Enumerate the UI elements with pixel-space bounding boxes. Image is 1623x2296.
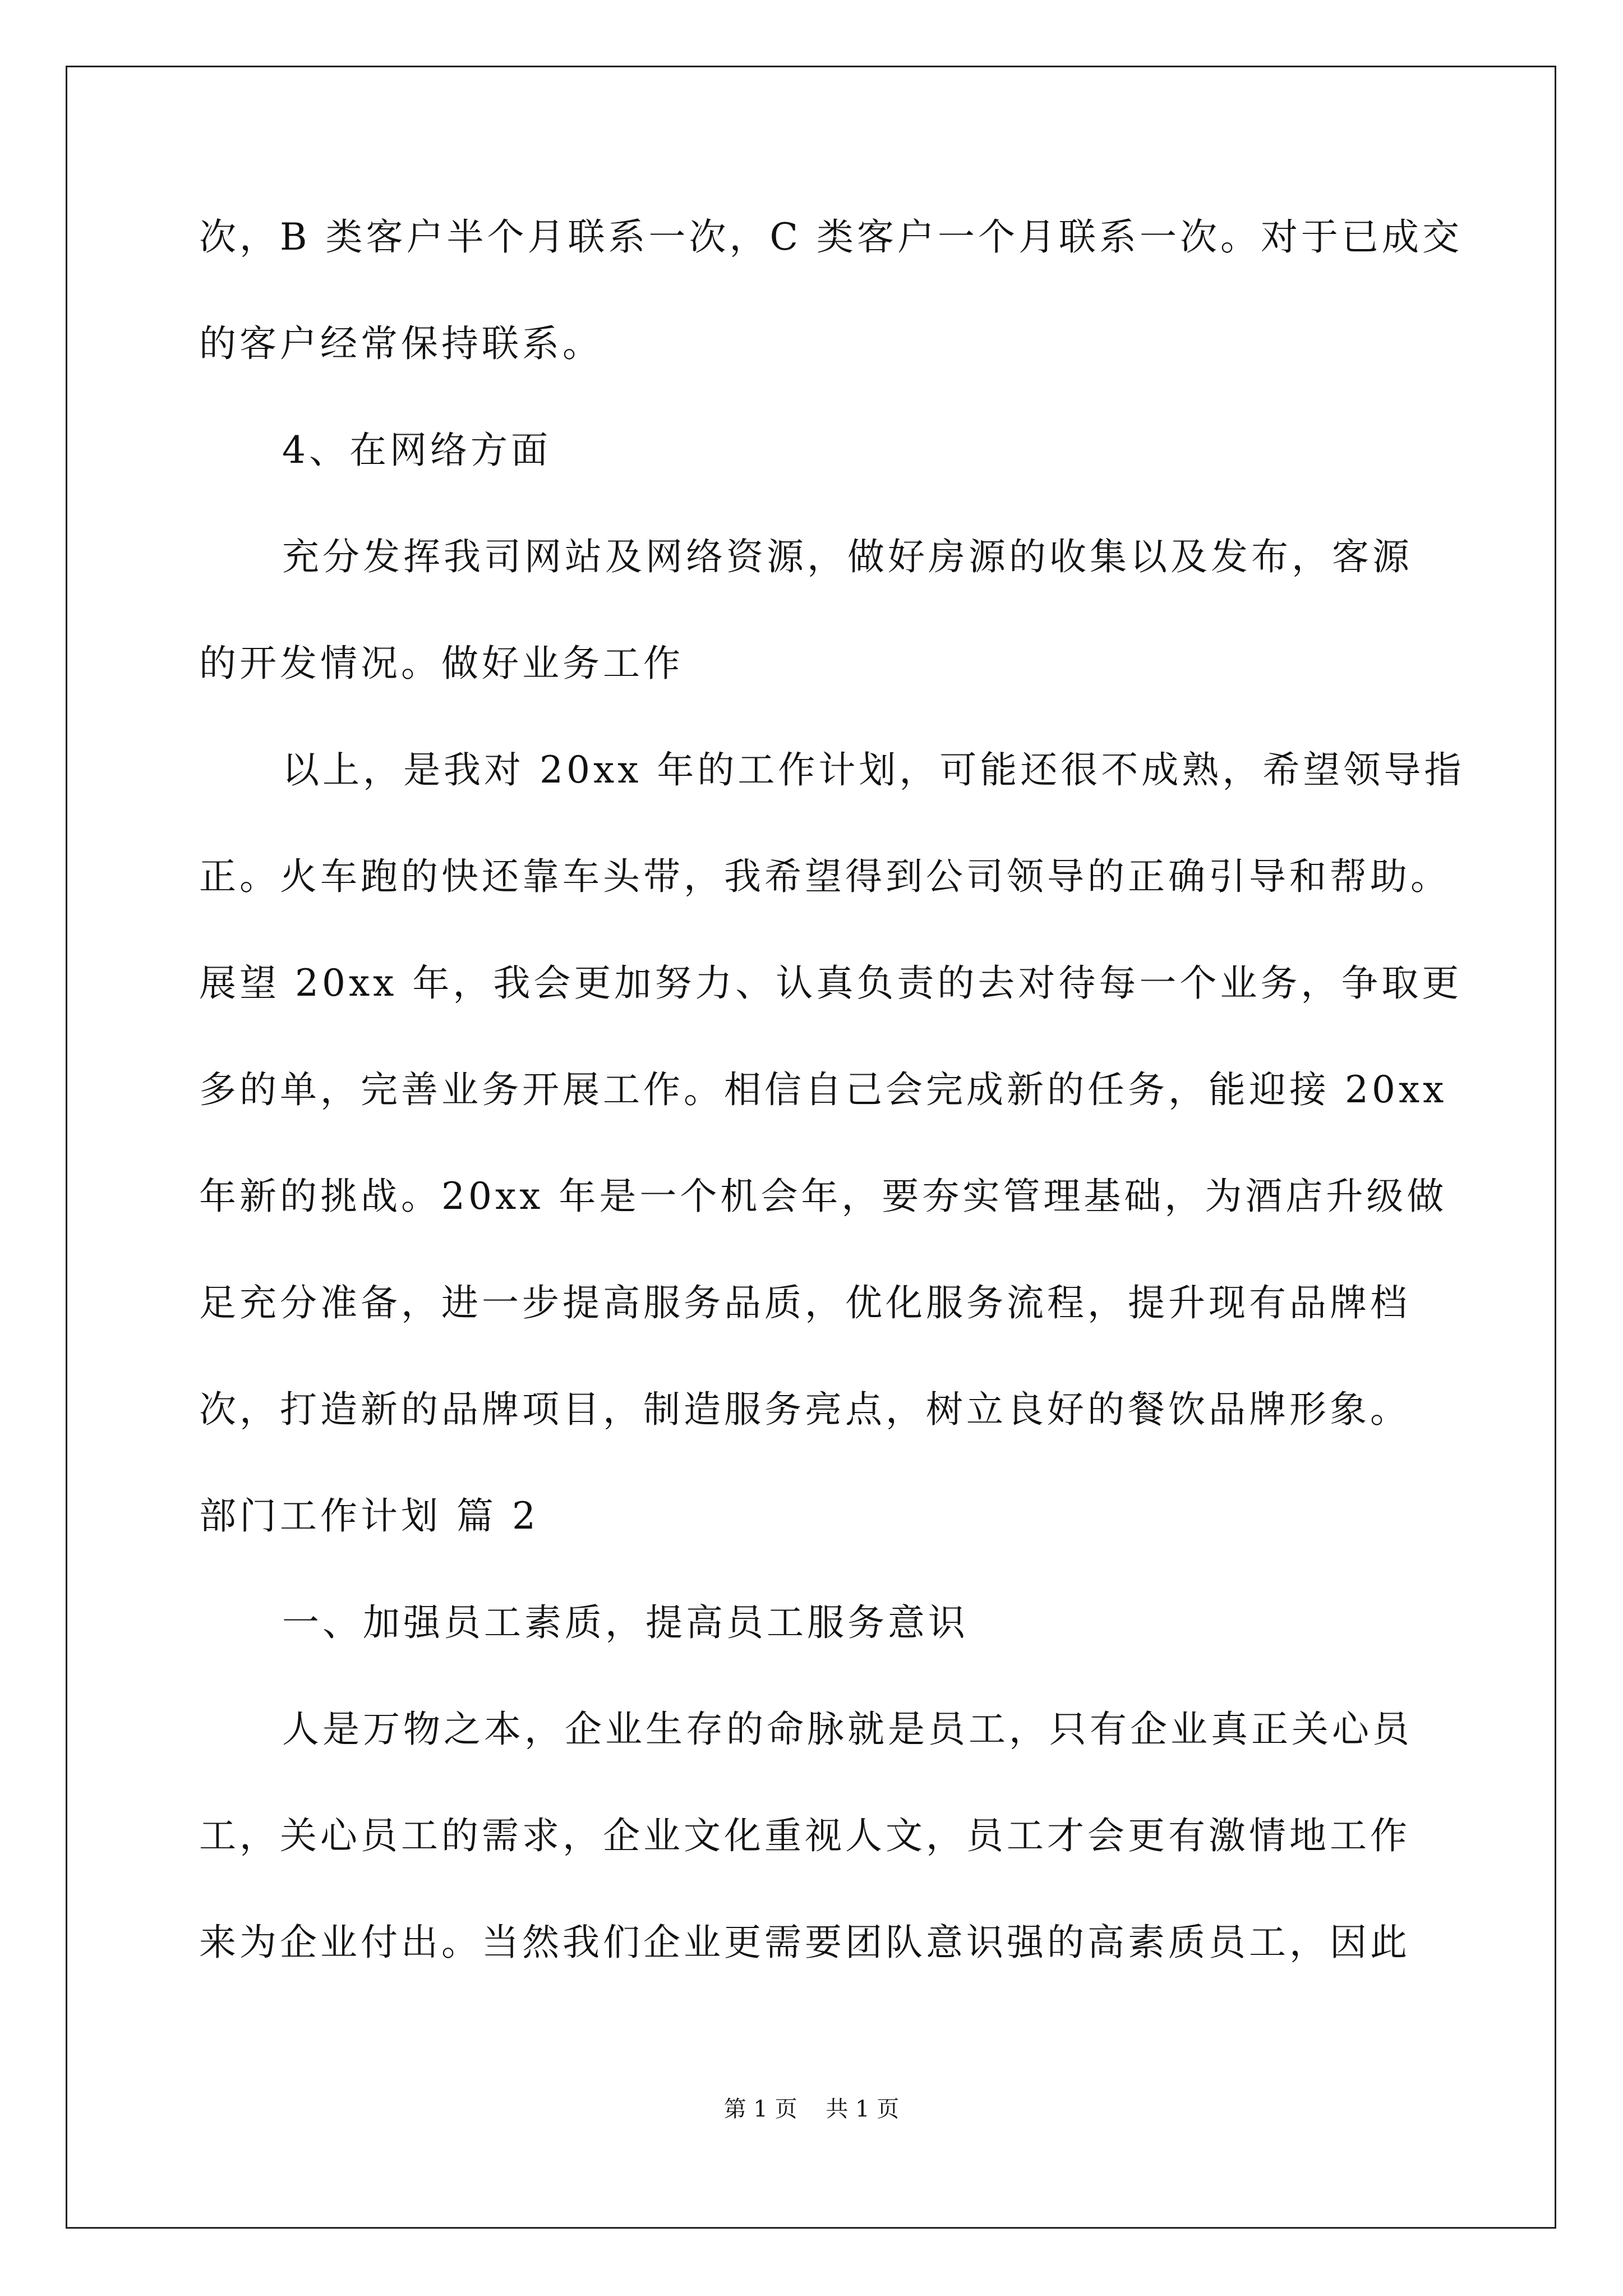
text-line: 充分发挥我司网站及网络资源，做好房源的收集以及发布，客源 xyxy=(282,535,1413,578)
text-line: 的开发情况。做好业务工作 xyxy=(199,642,684,685)
section-heading: 4、在网络方面 xyxy=(282,429,551,472)
text-line: 人是万物之本，企业生存的命脉就是员工，只有企业真正关心员 xyxy=(282,1708,1413,1751)
text-line: 工，关心员工的需求，企业文化重视人文，员工才会更有激情地工作 xyxy=(199,1814,1410,1857)
text-line: 以上，是我对 20xx 年的工作计划，可能还很不成熟，希望领导指 xyxy=(282,748,1465,792)
text-line: 多的单，完善业务开展工作。相信自己会完成新的任务，能迎接 20xx xyxy=(199,1068,1447,1111)
text-line: 次，打造新的品牌项目，制造服务亮点，树立良好的餐饮品牌形象。 xyxy=(199,1388,1410,1431)
text-line: 的客户经常保持联系。 xyxy=(199,322,603,365)
text-line: 来为企业付出。当然我们企业更需要团队意识强的高素质员工，因此 xyxy=(199,1921,1410,1964)
text-line: 展望 20xx 年，我会更加努力、认真负责的去对待每一个业务，争取更 xyxy=(199,961,1463,1005)
section-title: 部门工作计划 篇 2 xyxy=(199,1494,539,1538)
section-heading: 一、加强员工素质，提高员工服务意识 xyxy=(282,1601,969,1644)
text-line: 正。火车跑的快还靠车头带，我希望得到公司领导的正确引导和帮助。 xyxy=(199,855,1451,898)
text-line: 足充分准备，进一步提高服务品质，优化服务流程，提升现有品牌档 xyxy=(199,1281,1410,1324)
page-footer: 第 1 页 共 1 页 xyxy=(723,2096,900,2122)
text-line: 年新的挑战。20xx 年是一个机会年，要夯实管理基础，为酒店升级做 xyxy=(199,1175,1447,1218)
text-line: 次，B 类客户半个月联系一次，C 类客户一个月联系一次。对于已成交 xyxy=(199,215,1463,259)
page-border xyxy=(66,66,1556,2229)
